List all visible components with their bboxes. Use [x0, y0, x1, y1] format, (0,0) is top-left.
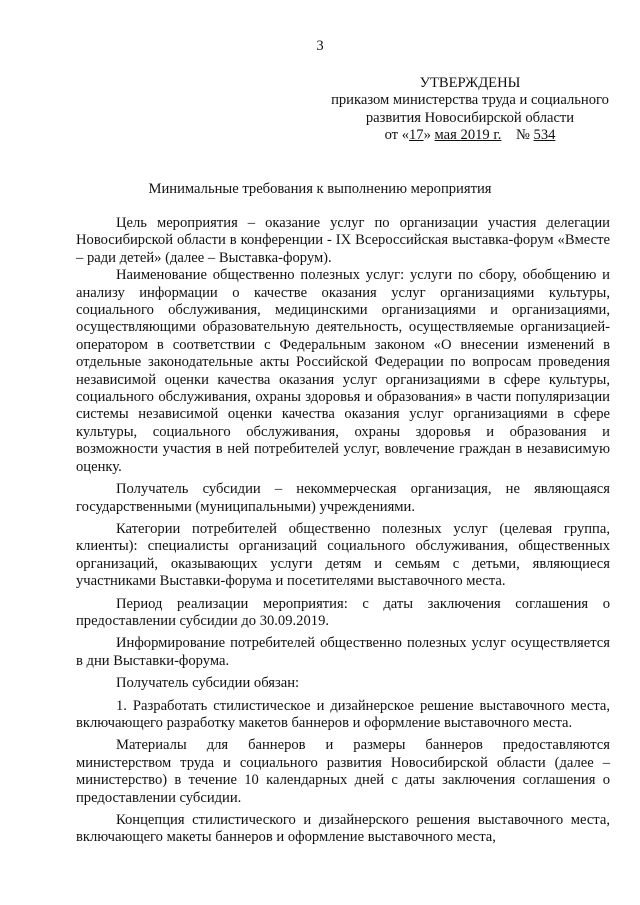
paragraph-materials: Материалы для баннеров и размеры баннеров предоставляются министерством труда и социального развития Новосибирской области (далее – министерство) в течение 10 календарных дней с даты заключения соглашения о предоставлении субсидии. — [76, 737, 610, 806]
approval-block — [320, 75, 620, 145]
order-number: 534 — [533, 127, 556, 144]
paragraph-informing: Информирование потребителей общественно полезных услуг осуществляется в дни Выставки-форума. — [76, 635, 610, 669]
approval-line-2: развития Новосибирской области — [365, 109, 575, 126]
paragraph-obligations: Получатель субсидии обязан: — [116, 675, 300, 692]
paragraph-goal: Цель мероприятия – оказание услуг по организации участия делегации Новосибирской области в конференции - IX Всероссийская выставка-форум «Вместе – ради детей» (далее – Выставка-форум). — [76, 215, 610, 266]
paragraph-item-1: 1. Разработать стилистическое и дизайнерское решение выставочного места, включающего разработку макетов баннеров и оформление выставочного места. — [76, 697, 610, 731]
number-prefix: № — [515, 127, 534, 144]
paragraph-services: Наименование общественно полезных услуг: услуги по сбору, обобщению и анализу информации о качестве оказания услуг организациями культуры, социального обслуживания, медицинскими организациями и организациями, осуществляющими образовательную деятельность, осуществляемые организацией-оператором в соответствии с Федеральным законом «О внесении изменений в отдельные законодательные акты Российской Федерации по вопросам проведения независимой оценки качества оказания услуг организациями в сфере культуры, социального обслуживания, охраны здоровья и образования» в части популяризации системы независимой оценки качества оказания услуг организациями в сфере культуры, социального обслуживания, охраны здоровья и образования и возможности участия в ней потребителей услуг, вовлечение граждан в независимую оценку. — [76, 267, 610, 475]
document-body — [76, 215, 610, 847]
date-mid: » — [423, 127, 435, 144]
approval-heading: УТВЕРЖДЕНЫ — [419, 75, 521, 91]
paragraph-categories: Категории потребителей общественно полезных услуг (целевая группа, клиенты): специалисты организаций социального обслуживания, общественных организаций, оказывающих услуги детям и семьям с детьми, являющиеся участниками Выставки-форума и посетителями выставочного места. — [76, 520, 610, 590]
paragraph-concept: Концепция стилистического и дизайнерского решения выставочного места, включающего макеты баннеров и оформление выставочного места, — [76, 812, 610, 846]
document-title: Минимальные требования к выполнению мероприятия — [148, 181, 492, 197]
date-prefix: от « — [384, 127, 409, 144]
paragraph-recipient: Получатель субсидии – некоммерческая организация, не являющаяся государственными (муниципальными) учреждениями. — [76, 481, 610, 515]
approval-line-1: приказом министерства труда и социального — [331, 92, 609, 109]
approval-date-line — [320, 127, 620, 144]
date-day: 17 — [409, 127, 424, 144]
paragraph-period: Период реализации мероприятия: с даты заключения соглашения о предоставлении субсидии до 30.09.2019. — [76, 595, 610, 629]
date-month-year: мая 2019 г. — [434, 127, 502, 144]
page-number: 3 — [316, 38, 324, 54]
